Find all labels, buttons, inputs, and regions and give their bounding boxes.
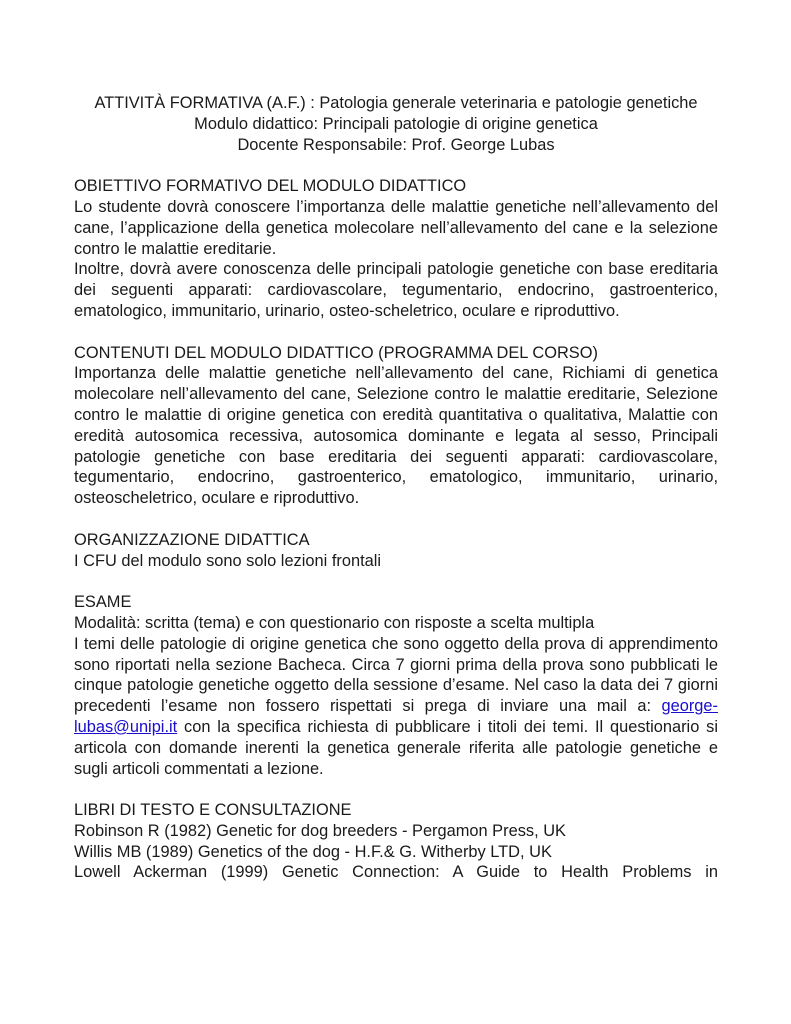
document-body [74, 93, 718, 883]
exam-heading: ESAME [74, 593, 132, 612]
exam-text-after-link: con la specifica richiesta di pubblicare i titoli dei temi. Il questionario si articola con domande inerenti la genetica generale riferita alle patologie genetiche e sugli articoli commentati a lezione. [74, 717, 718, 778]
objective-heading: OBIETTIVO FORMATIVO DEL MODULO DIDATTICO [74, 177, 467, 196]
exam-paragraph [74, 634, 718, 780]
organization-section [74, 530, 718, 572]
email-link[interactable]: george-lubas@unipi.it [74, 697, 718, 736]
document-header [74, 93, 718, 155]
contents-paragraph: Importanza delle malattie genetiche nell’allevamento del cane, Richiami di genetica molecolare nell’allevamento del cane, Selezione contro le malattie ereditarie, Selezione contro le malattie di origine genetica con eredità quantitativa o qualitativa, Malattie con eredità autosomica recessiva, autosomica dominante e legata al sesso, Principali patologie genetiche con base ereditaria dei seguenti apparati: cardiovascolare, tegumentario, endocrino, gastroenterico, ematologico, immunitario, urinario, osteoscheletrico, oculare e riproduttivo. [74, 364, 718, 508]
book-item: Willis MB (1989) Genetics of the dog - H.F.& G. Witherby LTD, UK [74, 842, 552, 861]
exam-text-before-link: I temi delle patologie di origine genetica che sono oggetto della prova di apprendimento sono riportati nella sezione Bacheca. Circa 7 giorni prima della prova sono pubblicati le cinque patologie genetiche oggetto della sessione d’esame. Nel caso la data dei 7 giorni precedenti l’esame non fossero rispettati si prega di inviare una mail a: [74, 634, 718, 716]
contents-section [74, 343, 718, 509]
organization-heading: ORGANIZZAZIONE DIDATTICA [74, 530, 310, 549]
book-item: Robinson R (1982) Genetic for dog breeders - Pergamon Press, UK [74, 821, 566, 840]
organization-paragraph: I CFU del modulo sono solo lezioni frontali [74, 551, 382, 570]
objective-section [74, 176, 718, 322]
module-title: Modulo didattico: Principali patologie di origine genetica [194, 114, 598, 133]
books-section [74, 800, 718, 883]
course-title: ATTIVITÀ FORMATIVA (A.F.) : Patologia generale veterinaria e patologie genetiche [94, 94, 698, 112]
exam-mode: Modalità: scritta (tema) e con questionario con risposte a scelta multipla [74, 613, 595, 632]
objective-paragraph-2: Inoltre, dovrà avere conoscenza delle principali patologie genetiche con base ereditaria dei seguenti apparati: cardiovascolare, tegumentario, endocrino, gastroenterico, ematologico, immunitario, urinario, osteo-scheletrico, oculare e riproduttivo. [74, 260, 718, 320]
contents-heading: CONTENUTI DEL MODULO DIDATTICO (PROGRAMMA DEL CORSO) [74, 343, 598, 362]
book-item: Lowell Ackerman (1999) Genetic Connection: A Guide to Health Problems in [74, 863, 718, 882]
teacher-line: Docente Responsabile: Prof. George Lubas [237, 135, 555, 154]
exam-section [74, 592, 718, 779]
objective-paragraph-1: Lo studente dovrà conoscere l’importanza delle malattie genetiche nell’allevamento del cane, l’applicazione della genetica molecolare nell’allevamento del cane e la selezione contro le malattie ereditarie. [74, 197, 718, 258]
books-heading: LIBRI DI TESTO E CONSULTAZIONE [74, 801, 352, 820]
